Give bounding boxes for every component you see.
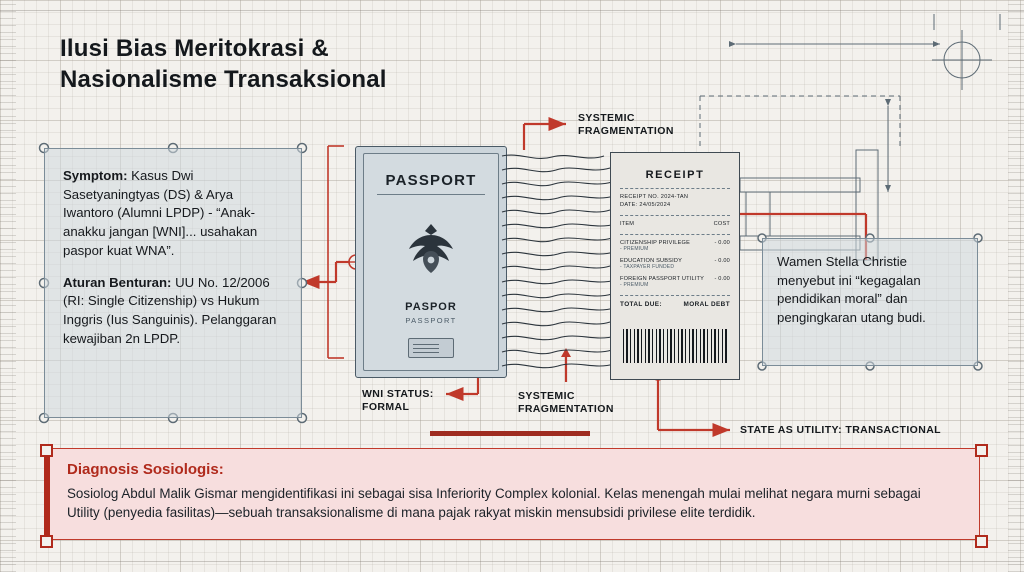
torn-pages-illustration [500,150,620,378]
label-wni-status [362,388,434,415]
receipt-line-item [620,240,730,252]
diagnosis-left-accent [44,448,50,540]
receipt-item-sub: - PREMIUM [620,282,649,288]
passport-subtitle-secondary: PASSPORT [405,316,457,325]
right-edge-hatching [1008,0,1024,572]
receipt-total-value: MORAL DEBT [683,301,730,308]
quote-text: Wamen Stella Christie menyebut ini “kegagalan pendidikan moral” dan pengingkaran utang budi. [777,254,926,326]
symptom-text: Kasus Dwi Sasetyaningtyas (DS) & Arya Iwantoro (Alumni LPDP) - “Anak-anakku jangan [WNI]... usahakan paspor kuat WNA”. [63,168,258,258]
label-line-1: SYSTEMIC [578,112,635,124]
symptom-label: Symptom: [63,168,128,183]
diagnosis-body: Sosiolog Abdul Malik Gismar mengidentifikasi ini sebagai sisa Inferiority Complex kolonial. Kelas menengah mulai melihat negara murni sebagai Utility (penyedia fasilitas)—sebuah transaksionalisme di mana pajak rakyat miskin mensubsidi privilese elite terdidik. [67,486,921,521]
label-line-1: WNI STATUS: [362,388,434,400]
passport-subtitle: PASPOR [405,301,457,313]
receipt-col-cost: COST [713,221,730,227]
receipt-divider-1 [620,188,730,189]
receipt-illustration [610,152,740,380]
receipt-item-name: FOREIGN PASSPORT UTILITY [620,276,705,282]
label-line-2: FRAGMENTATION [518,403,614,416]
receipt-item-cost: - 0.00 [714,276,730,282]
banner-accent-bar [430,431,590,436]
banner-corner-marker [40,444,53,457]
passport-title: PASSPORT [385,172,477,189]
symptom-panel [44,148,302,418]
label-systemic-fragmentation-bottom [518,390,614,417]
passport-biometric-chip-icon [408,338,454,358]
label-state-as-utility: STATE AS UTILITY: TRANSACTIONAL [740,424,941,436]
receipt-divider-2 [620,215,730,216]
receipt-divider-4 [620,295,730,296]
receipt-item-cost: - 0.00 [714,258,730,264]
receipt-line-item [620,258,730,270]
receipt-item-name: CITIZENSHIP PRIVILEGE [620,240,690,246]
receipt-item-sub: - TAXPAYER FUNDED [620,264,675,270]
receipt-col-item: ITEM [620,221,635,227]
receipt-title: RECEIPT [645,169,705,181]
diagnosis-heading: Diagnosis Sosiologis: [67,461,224,478]
banner-corner-marker [975,535,988,548]
receipt-total-label: TOTAL DUE: [620,301,662,308]
rule-label: Aturan Benturan: [63,274,172,290]
passport-divider [377,194,485,195]
bottom-rule [0,561,1024,562]
label-systemic-fragmentation-top [578,112,674,139]
page-title [60,34,387,95]
receipt-date: DATE: 24/05/2024 [620,202,671,208]
receipt-divider-3 [620,234,730,235]
receipt-column-headers [620,221,730,227]
barcode-icon [623,329,727,363]
receipt-item-name: EDUCATION SUBSIDY [620,258,683,264]
passport-illustration [355,146,507,378]
receipt-item-cost: - 0.00 [714,240,730,246]
top-rule [0,10,1024,11]
page-title-line-2: Nasionalisme Transaksional [60,65,387,93]
receipt-total-row [620,301,730,308]
label-line-1: SYSTEMIC [518,390,575,402]
rule-text: UU No. 12/2006 (RI: Single Citizenship) vs Hukum Inggris (Ius Sanguinis). Pelanggaran kewajiban 2n LPDP. [63,274,277,346]
receipt-item-sub: - PREMIUM [620,246,649,252]
receipt-number: RECEIPT NO. 2024-TAN [620,194,689,200]
banner-corner-marker [975,444,988,457]
garuda-emblem-icon [400,218,462,280]
left-edge-hatching [0,0,16,572]
label-line-2: FORMAL [362,401,410,414]
receipt-line-item [620,276,730,288]
page-title-line-1: Ilusi Bias Meritokrasi & [60,35,329,62]
symptom-paragraph [63,167,285,261]
diagnosis-banner [44,448,980,540]
label-line-2: FRAGMENTATION [578,125,674,138]
receipt-meta [620,194,730,208]
rule-paragraph [63,274,285,349]
quote-panel [762,238,978,366]
banner-corner-marker [40,535,53,548]
